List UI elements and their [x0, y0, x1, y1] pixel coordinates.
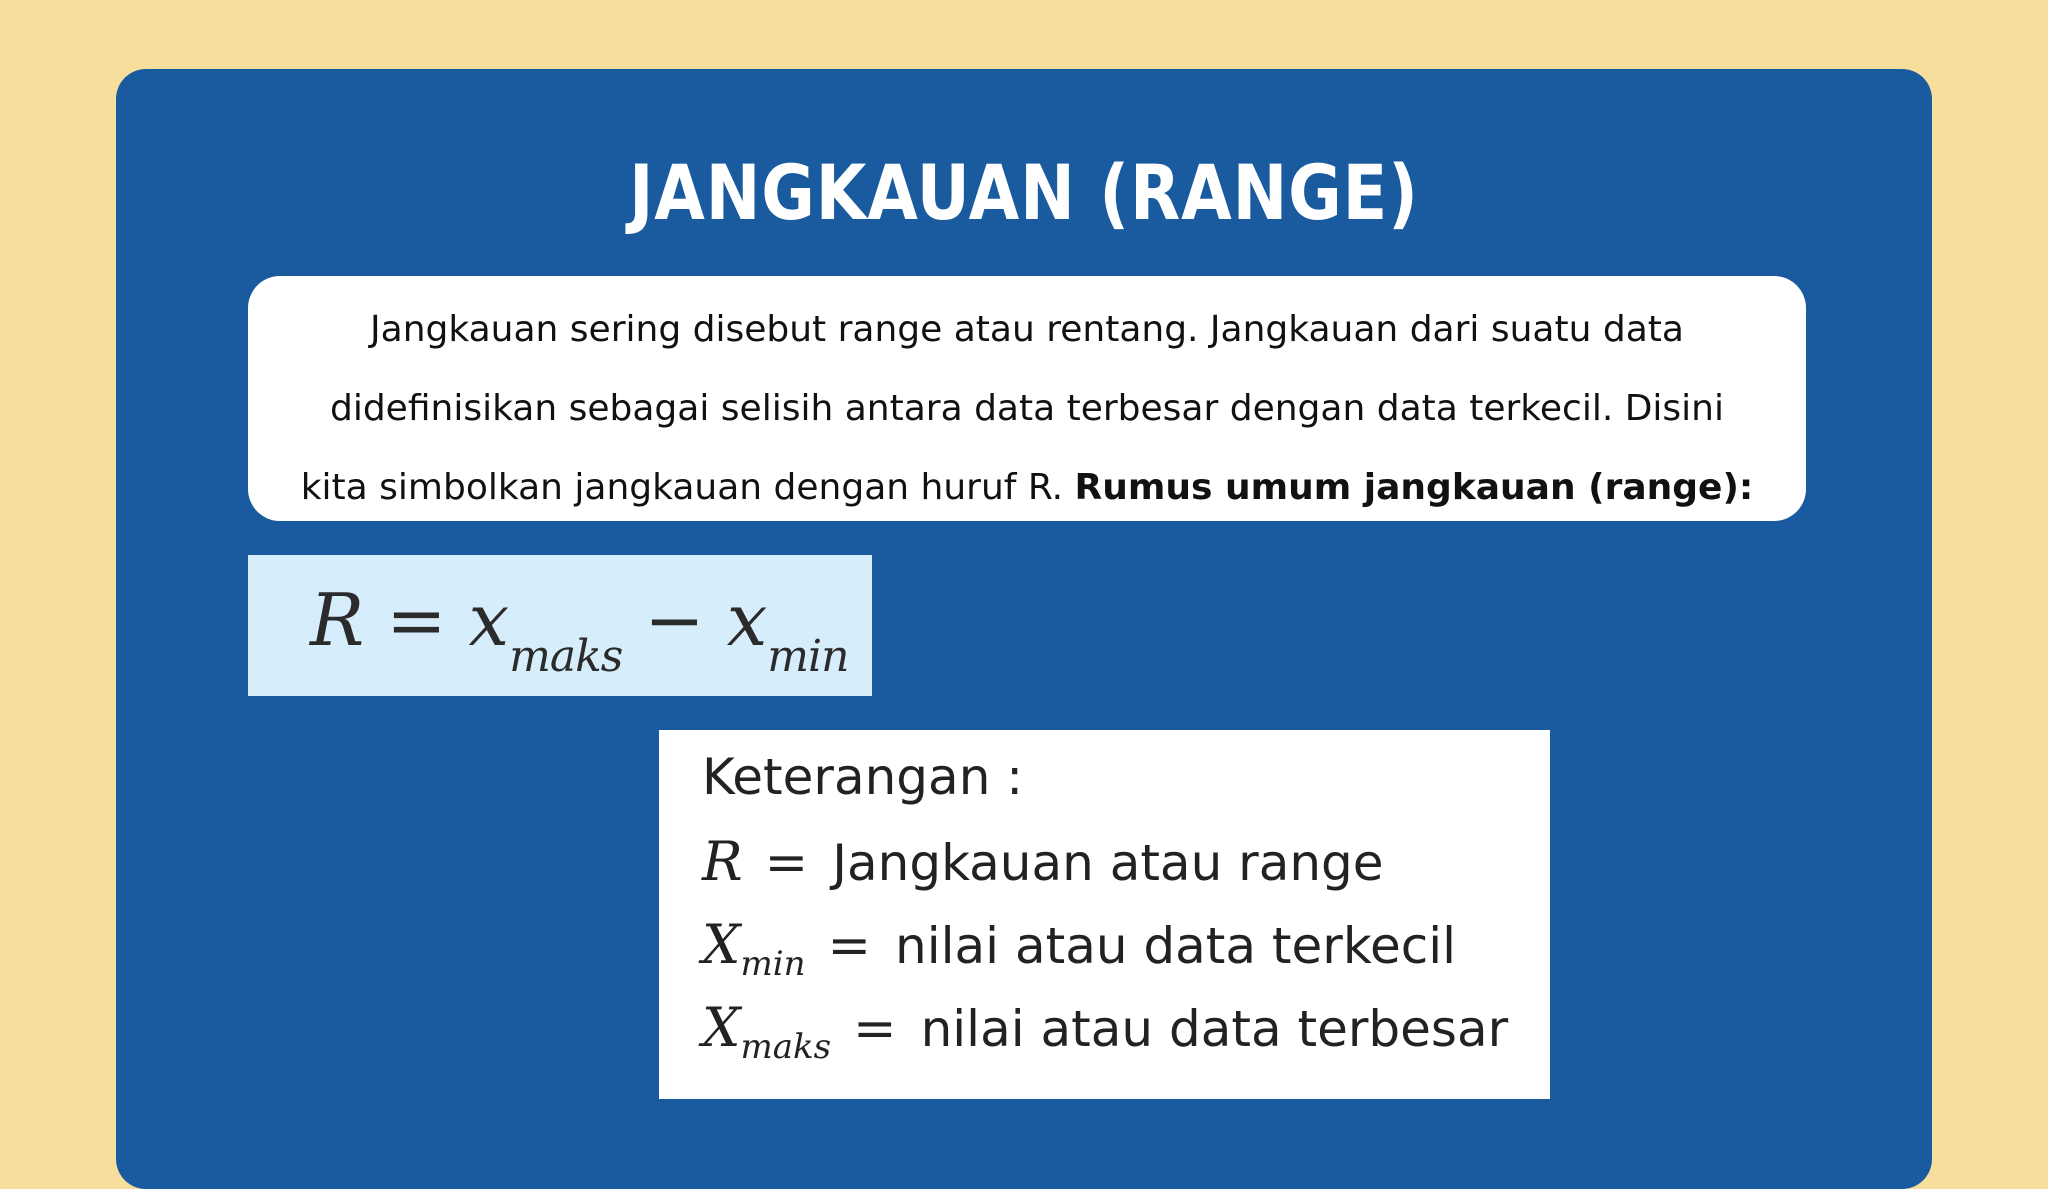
intro-line-3-plain: kita simbolkan jangkauan dengan huruf R. — [300, 467, 1075, 508]
legend-symbol-sub: maks — [740, 1027, 832, 1067]
intro-line-3-bold: Rumus umum jangkauan (range): — [1074, 467, 1754, 508]
legend-equals: = — [827, 916, 872, 976]
legend-title: Keterangan : — [702, 748, 1024, 806]
legend-symbol-letter: X — [702, 913, 741, 976]
legend-symbol-letter: X — [702, 996, 741, 1059]
formula-term1: x — [468, 578, 510, 662]
legend-row-range — [702, 827, 1384, 916]
range-formula — [310, 575, 848, 702]
legend-symbol — [702, 830, 743, 893]
formula-term1-sub: maks — [509, 631, 623, 682]
formula-box — [248, 555, 872, 696]
legend-row-min — [702, 910, 1456, 999]
legend-symbol — [702, 996, 832, 1067]
legend-box — [659, 730, 1550, 1099]
legend-description: Jangkauan atau range — [832, 834, 1384, 892]
legend-equals: = — [853, 999, 897, 1059]
formula-lhs: R — [310, 578, 365, 662]
legend-row-maks — [702, 993, 1508, 1082]
legend-symbol-letter: R — [702, 830, 743, 893]
legend-symbol-sub: min — [740, 944, 806, 984]
intro-line-3 — [248, 448, 1806, 527]
intro-line-2: didefinisikan sebagai selisih antara data terbesar dengan data terkecil. Disini — [329, 388, 1725, 429]
legend-description: nilai atau data terbesar — [920, 1000, 1509, 1058]
legend-description: nilai atau data terkecil — [895, 917, 1457, 975]
formula-term2-sub: min — [767, 631, 849, 682]
legend-equals: = — [764, 833, 809, 893]
intro-text — [248, 290, 1806, 527]
formula-minus: − — [644, 578, 705, 662]
formula-equals: = — [386, 578, 447, 662]
slide-title: JANGKAUAN (RANGE) — [629, 148, 1419, 237]
legend-symbol — [702, 913, 806, 984]
formula-term2: x — [726, 578, 768, 662]
intro-line-1: Jangkauan sering disebut range atau rentang. Jangkauan dari suatu data — [370, 309, 1684, 350]
